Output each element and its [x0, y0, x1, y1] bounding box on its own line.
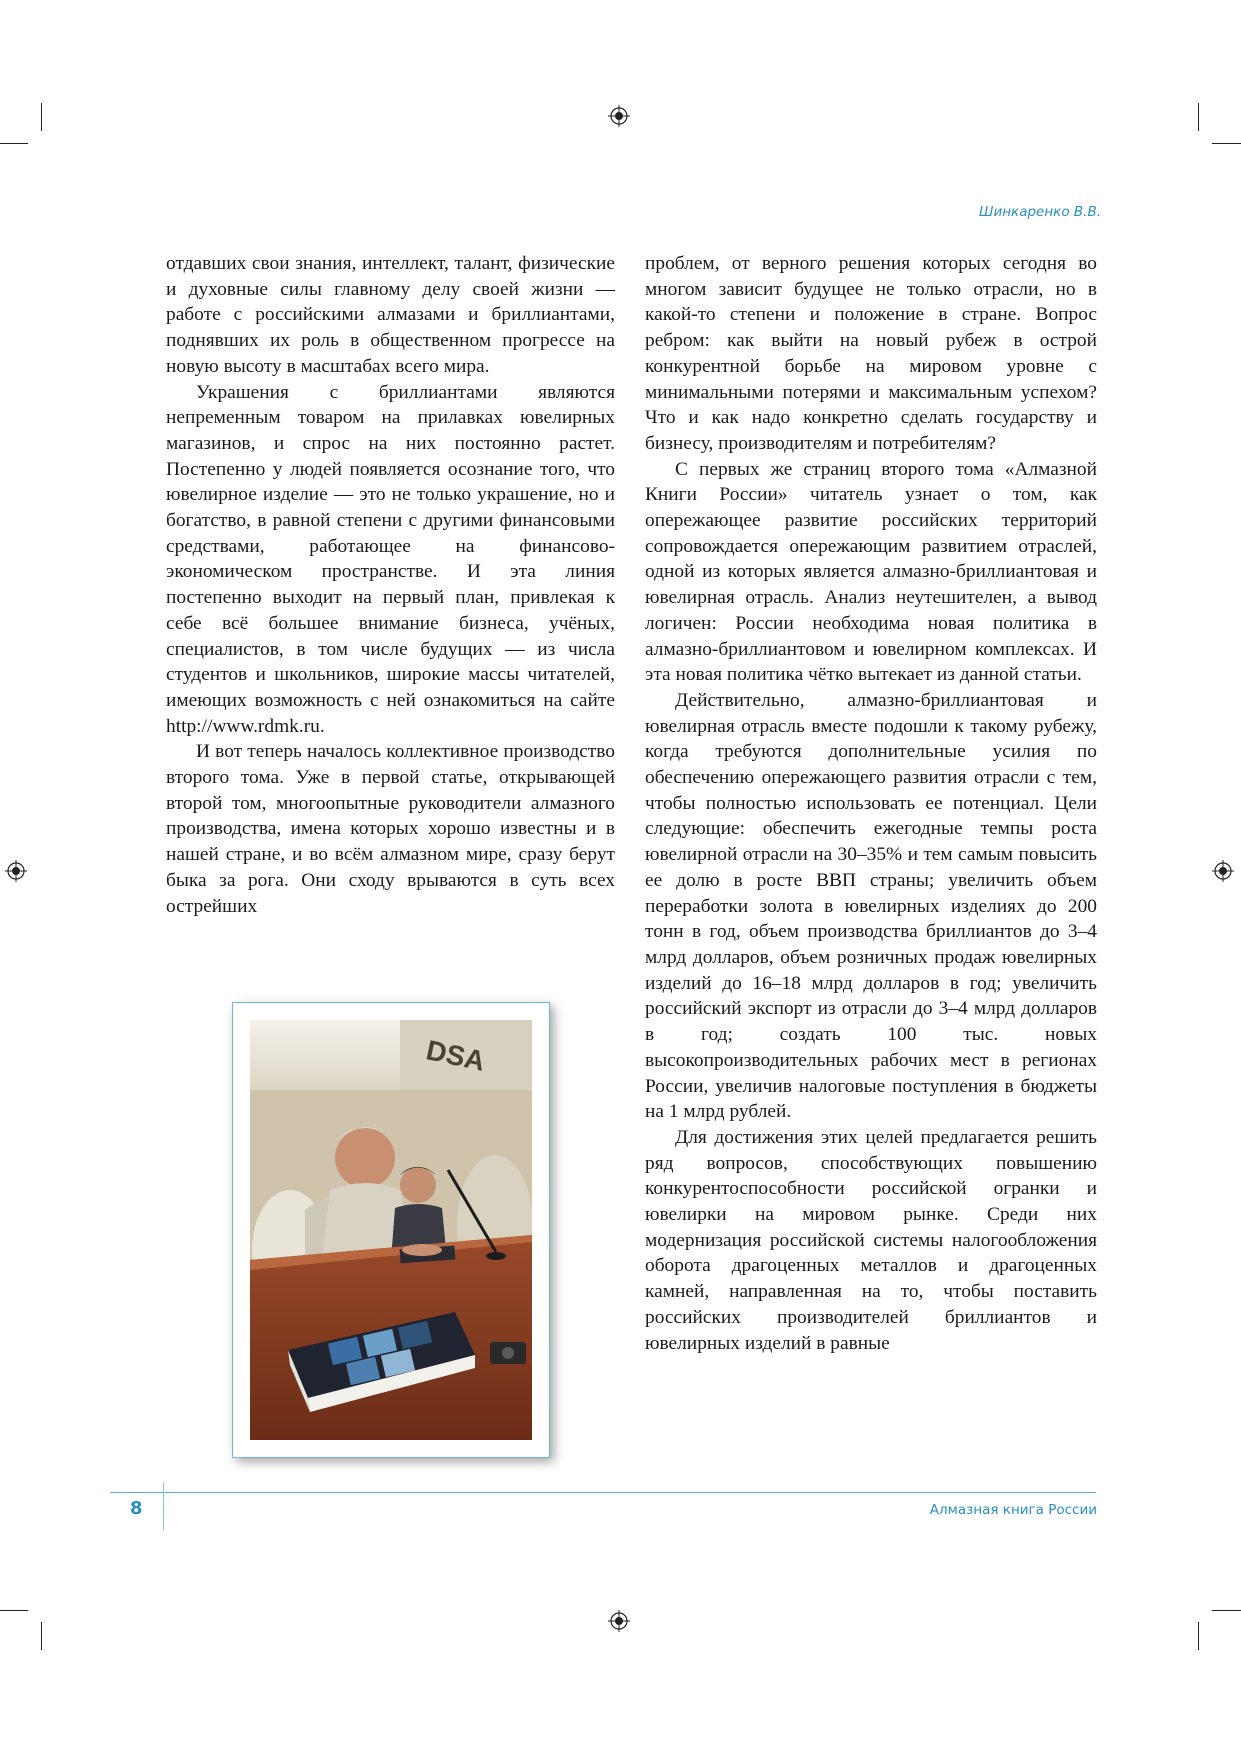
crop-mark — [1212, 1610, 1241, 1611]
paragraph: Действительно, алмазно-бриллиантовая и ювелирная отрасль вместе подошли к такому рубежу, когда требуются дополнительные усилия по обеспечению опережающего развития отрасли с тем, чтобы полностью использовать ее потенциал. Цели следующие: обеспечить ежегодные темпы роста ювелирной отрасли на 30–35% и тем самым повысить ее долю в росте ВВП страны; увеличить объем переработки золота в ювелирных изделиях до 200 тонн в год, объем производства бриллиантов до 3–4 млрд долларов, объем розничных продаж ювелирных изделий до 16–18 млрд долларов в год; увеличить российский экспорт из отрасли до 3–4 млрд долларов в год; создать 100 тыс. новых высокопроизводительных рабочих мест в регионах России, увеличив налоговые поступления в бюджеты на 1 млрд рублей. — [645, 689, 1097, 1123]
running-header-author: Шинкаренко В.В. — [979, 204, 1101, 220]
registration-mark-icon — [5, 860, 27, 882]
footer-publication-title: Алмазная книга России — [929, 1502, 1097, 1518]
crop-mark — [0, 1610, 28, 1611]
registration-mark-icon — [608, 1610, 630, 1632]
left-column — [166, 251, 615, 919]
paragraph: отдавших свои знания, интеллект, талант, физические и духовные силы главному делу своей жизни — работе с российскими алмазами и бриллиантами, поднявших их роль в общественном прогрессе на новую высоту в масштабах всего мира. — [166, 253, 615, 377]
paragraph: С первых же страниц второго тома «Алмазной Книги России» читатель узнает о том, как опережающее развитие российских территорий сопровождается опережающим развитием отраслей, одной из которых является алмазно-бриллиантовая и ювелирная отрасль. Анализ неутешителен, а вывод логичен: России необходима новая политика в алмазно-бриллиантовом и ювелирном комплексах. И эта новая политика чётко вытекает из данной статьи. — [645, 458, 1097, 686]
wall-sign-text: DSA — [423, 1034, 488, 1077]
footer-divider — [163, 1482, 164, 1530]
crop-mark — [41, 1622, 42, 1650]
crop-mark — [41, 103, 42, 131]
crop-mark — [1198, 103, 1199, 131]
registration-mark-icon — [608, 105, 630, 127]
photo-men-at-table-with-book — [250, 1020, 532, 1440]
registration-mark-icon — [1212, 860, 1234, 882]
crop-mark — [0, 143, 28, 144]
footer-rule — [110, 1492, 1096, 1493]
paragraph: проблем, от верного решения которых сегодня во многом зависит будущее не только отрасли, но в какой-то степени и положение в стране. Вопрос ребром: как выйти на новый рубеж в острой конкурентной борьбе на мировом уровне с минимальными потерями и максимальным успехом? Что и как надо конкретно сделать государству и бизнесу, производителям и потребителям? — [645, 253, 1097, 454]
paragraph: И вот теперь началось коллективное производство второго тома. Уже в первой статье, открывающей второй том, многоопытные руководители алмазного производства, имена которых хорошо известны и в нашей стране, и во всём алмазном мире, сразу берут быка за рога. Они сходу врываются в суть всех острейших — [166, 741, 615, 917]
crop-mark — [1212, 143, 1241, 144]
paragraph: Украшения с бриллиантами являются непременным товаром на прилавках ювелирных магазинов, и спрос на них постоянно растет. Постепенно у людей появляется осознание того, что ювелирное изделие — это не только украшение, но и богатство, в равной степени с другими финансовыми средствами, работающее на финансово-экономическом пространстве. И эта линия постепенно выходит на первый план, привлекая к себе всё большее внимание бизнеса, учёных, специалистов, в том числе будущих — из числа студентов и школьников, широкие массы читателей, имеющих возможность с ней ознакомиться на сайте http://www.rdmk.ru. — [166, 381, 615, 737]
crop-mark — [1198, 1622, 1199, 1650]
page-number: 8 — [130, 1498, 143, 1519]
photo-frame — [232, 1002, 550, 1458]
right-column — [645, 251, 1097, 1356]
photo-illustration — [250, 1020, 532, 1440]
paragraph: Для достижения этих целей предлагается решить ряд вопросов, способствующих повышению конкурентоспособности российской огранки и ювелирки на мировом рынке. Среди них модернизация российской системы налогообложения оборота драгоценных металлов и драгоценных камней, направленная на то, чтобы поставить российских производителей бриллиантов и ювелирных изделий в равные — [645, 1126, 1097, 1354]
